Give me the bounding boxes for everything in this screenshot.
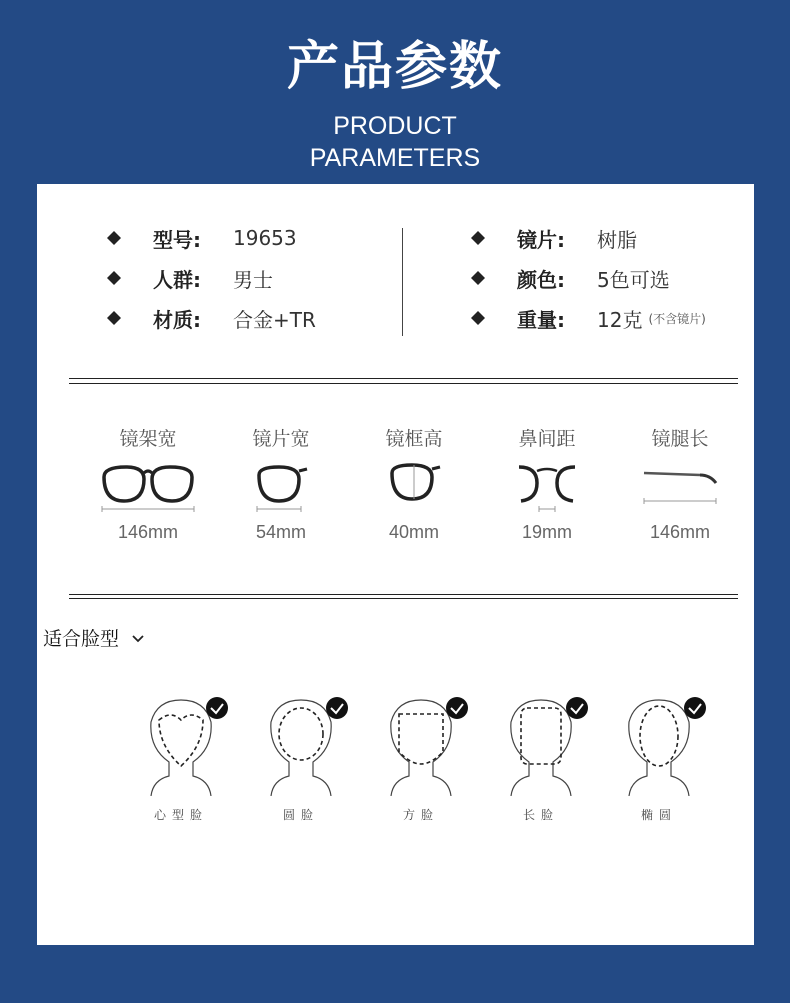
long-face-illustration <box>491 696 591 796</box>
dimension-item <box>615 424 745 543</box>
subtitle-line-1: PRODUCT <box>333 112 457 140</box>
spec-value: 合金+TR <box>233 307 316 332</box>
glasses-front-icon <box>83 452 213 522</box>
spec-row <box>471 298 706 338</box>
dimension-value: 146mm <box>649 522 711 542</box>
spec-row <box>107 218 316 258</box>
diamond-icon <box>107 231 121 245</box>
dimension-item <box>482 424 612 543</box>
content-panel <box>37 184 754 945</box>
spec-key: 型号: <box>153 227 201 252</box>
face-label: 圆脸 <box>282 808 319 822</box>
face-section-title: 适合脸型 <box>43 628 120 650</box>
spec-value: 男士 <box>233 267 273 292</box>
oval-face-illustration <box>609 696 709 796</box>
spec-row <box>107 298 316 338</box>
face-label: 椭圆 <box>640 808 677 822</box>
spec-key: 材质: <box>153 307 201 332</box>
specs-left <box>107 218 316 338</box>
spec-value: 树脂 <box>597 227 637 252</box>
dimension-item <box>216 424 346 543</box>
page-title: 产品参数 <box>286 37 503 97</box>
dimension-label: 镜架宽 <box>119 428 177 450</box>
dimension-label: 镜片宽 <box>252 428 310 450</box>
face-label: 方脸 <box>402 808 439 822</box>
dimension-label: 鼻间距 <box>518 428 576 450</box>
heart-face-illustration <box>131 696 231 796</box>
face-shapes-row <box>37 696 754 826</box>
spec-key: 颜色: <box>517 267 565 292</box>
dimension-label: 镜腿长 <box>651 428 709 450</box>
spec-row <box>471 258 706 298</box>
face-item <box>491 696 591 823</box>
lens-width-icon <box>216 452 346 522</box>
divider-line <box>69 594 738 595</box>
square-face-illustration <box>371 696 471 796</box>
face-label: 长脸 <box>522 808 559 822</box>
dimension-value: 54mm <box>255 522 306 542</box>
diamond-icon <box>107 271 121 285</box>
diamond-icon <box>471 231 485 245</box>
dimension-item <box>349 424 479 543</box>
divider-line <box>69 378 738 379</box>
temple-icon <box>615 452 745 522</box>
spec-value: 5色可选 <box>597 267 670 292</box>
spec-key: 重量: <box>517 307 565 332</box>
specs-right <box>471 218 706 338</box>
spec-value: 12克 <box>597 307 643 332</box>
spec-key: 人群: <box>153 267 201 292</box>
spec-row <box>107 258 316 298</box>
chevron-down-icon <box>131 627 145 649</box>
dimension-label: 镜框高 <box>385 428 443 450</box>
dimension-value: 146mm <box>117 522 179 542</box>
subtitle-line-2: PARAMETERS <box>309 144 481 172</box>
face-item <box>371 696 471 823</box>
bridge-icon <box>482 452 612 522</box>
lens-height-icon <box>349 452 479 522</box>
diamond-icon <box>471 271 485 285</box>
dimension-value: 19mm <box>521 522 572 542</box>
divider-line <box>69 383 738 384</box>
face-item <box>131 696 231 823</box>
dimensions-row <box>67 424 737 554</box>
diamond-icon <box>471 311 485 325</box>
vertical-divider <box>402 228 403 336</box>
face-section-header <box>43 624 145 651</box>
spec-key: 镜片: <box>517 227 565 252</box>
spec-row <box>471 218 706 258</box>
weight-note: (不含镜片) <box>648 311 706 326</box>
dimension-item <box>83 424 213 543</box>
face-label: 心型脸 <box>153 808 208 822</box>
round-face-illustration <box>251 696 351 796</box>
diamond-icon <box>107 311 121 325</box>
face-item <box>609 696 709 823</box>
dimension-value: 40mm <box>388 522 439 542</box>
face-item <box>251 696 351 823</box>
spec-value: 19653 <box>233 226 297 250</box>
page-subtitle <box>0 110 790 174</box>
divider-line <box>69 598 738 599</box>
